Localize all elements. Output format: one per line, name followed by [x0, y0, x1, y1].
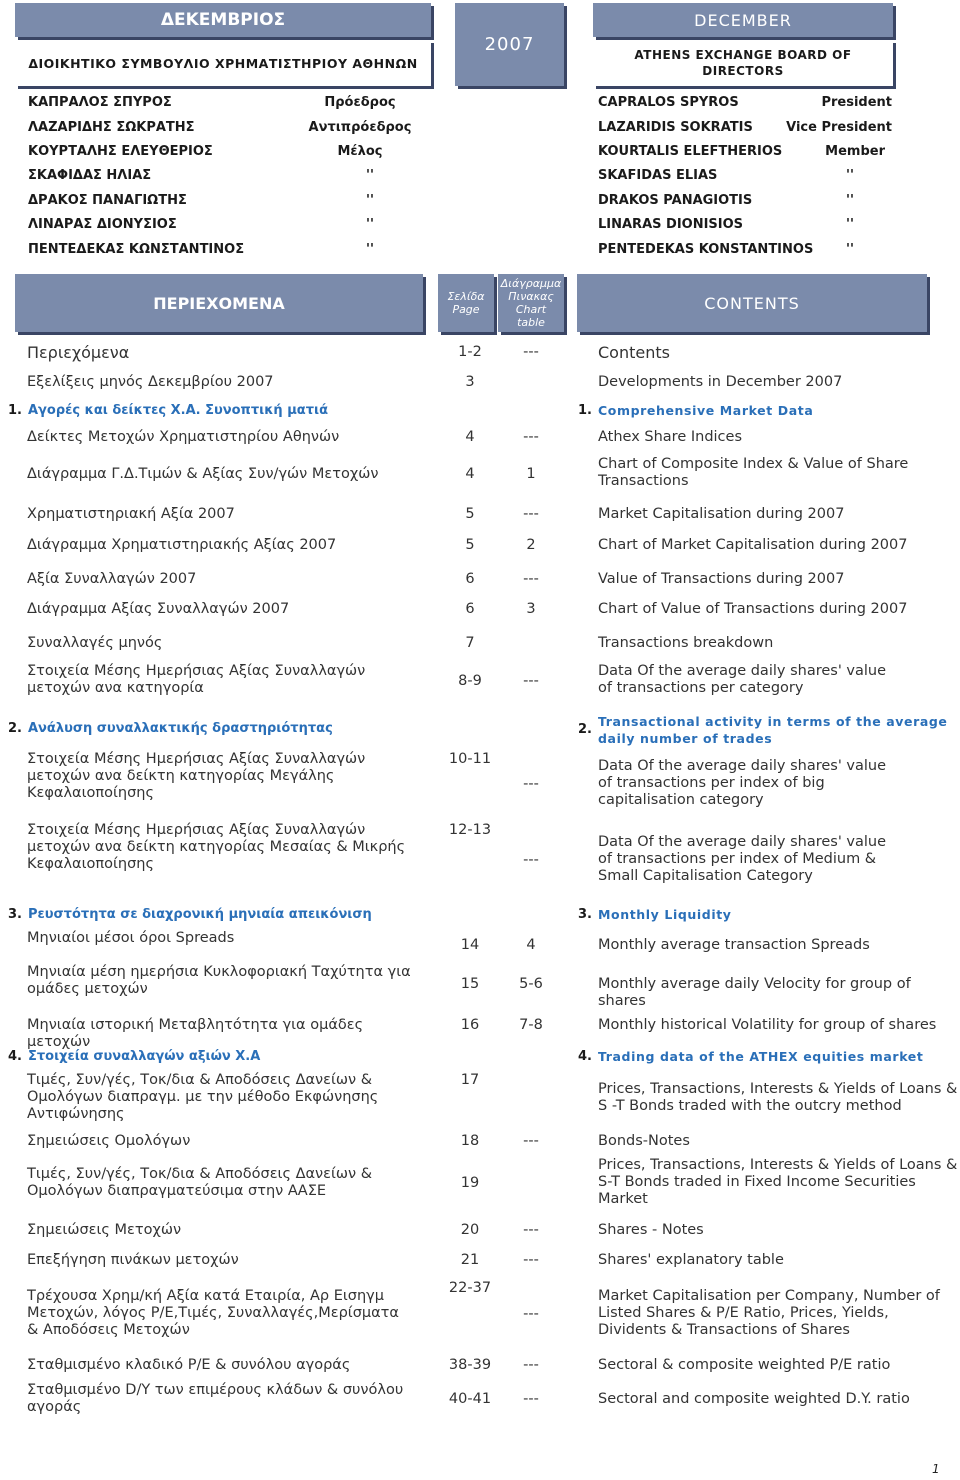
entry-page: 1-2 [458, 344, 482, 360]
section-number-en: 2. [578, 722, 592, 737]
entry-chart: --- [523, 1133, 539, 1149]
board-name-en: LINARAS DIONISIOS [598, 217, 744, 232]
entry-chart: 5-6 [519, 976, 543, 992]
board-name-en: CAPRALOS SPYROS [598, 95, 739, 110]
section-title-gr: Ρευστότητα σε διαχρονική μηνιαία απεικόνιση [28, 907, 372, 922]
entry-chart: --- [523, 344, 539, 360]
year: 2007 [484, 34, 535, 55]
entry-title-en: Data Of the average daily shares' value of transactions per index of big capitalisation category [598, 758, 887, 808]
entry-title-gr: Στοιχεία Μέσης Ημερήσιας Αξίας Συναλλαγών μετοχών ανα δείκτη κατηγορίας Μεγάλης Κεφαλαιοποίησης [27, 751, 366, 801]
entry-title-en: Sectoral and composite weighted D.Y. ratio [598, 1391, 910, 1407]
entry-title-en: Bonds-Notes [598, 1133, 690, 1149]
entry-page: 20 [460, 1222, 480, 1238]
page-label-en: Page [452, 303, 480, 316]
board-role-gr: Μέλος [337, 144, 383, 159]
contents-en-box [577, 274, 927, 332]
section-number-en: 3. [578, 907, 592, 922]
board-role-gr: Αντιπρόεδρος [308, 120, 412, 135]
entry-page: 38-39 [448, 1357, 492, 1373]
entry-chart: --- [523, 1222, 539, 1238]
entry-title-gr: Διάγραμμα Αξίας Συναλλαγών 2007 [27, 601, 290, 617]
entry-page: 4 [465, 429, 475, 445]
section-title-gr: Αγορές και δείκτες Χ.Α. Συνοπτική ματιά [28, 403, 328, 418]
entry-title-en: Monthly average daily Velocity for group of shares [598, 976, 911, 1009]
entry-title-en: Market Capitalisation during 2007 [598, 506, 845, 522]
board-name-en: SKAFIDAS ELIAS [598, 168, 718, 183]
entry-chart: --- [523, 852, 539, 868]
entry-title-gr: Τιμές, Συν/γές, Τοκ/δια & Αποδόσεις Δανείων & Ομολόγων διαπραγμ. με την μέθοδο Εκφώνησης Αντιφώνησης [27, 1072, 379, 1122]
entry-chart: 1 [526, 466, 536, 482]
board-gr-box [15, 40, 431, 86]
entry-page: 4 [465, 466, 475, 482]
entry-chart: --- [523, 1306, 539, 1322]
entry-title-gr: Σημειώσεις Μετοχών [27, 1222, 182, 1238]
board-name-en: LAZARIDIS SOKRATIS [598, 120, 753, 135]
section-number-en: 1. [578, 403, 592, 418]
board-name-gr: ΛΑΖΑΡΙΔΗΣ ΣΩΚΡΑΤΗΣ [28, 120, 195, 135]
board-name-en: DRAKOS PANAGIOTIS [598, 193, 753, 208]
section-number: 2. [8, 721, 22, 736]
entry-title-en: Data Of the average daily shares' value of transactions per index of Medium & Small Capitalisation Category [598, 834, 887, 884]
entry-page: 14 [460, 937, 480, 953]
chart-label-gr1: Διάγραμμα [500, 277, 562, 290]
entry-title-en: Contents [598, 343, 670, 362]
entry-title-en: Developments in December 2007 [598, 374, 843, 390]
chart-label-en1: Chart [515, 303, 547, 316]
entry-chart: --- [523, 776, 539, 792]
entry-page: 7 [465, 635, 475, 651]
chart-header-box [498, 274, 564, 332]
entry-title-en: Monthly average transaction Spreads [598, 937, 870, 953]
entry-title-en: Monthly historical Volatility for group of shares [598, 1017, 937, 1033]
entry-title-gr: Συναλλαγές μηνός [27, 635, 163, 651]
year-box [455, 3, 564, 86]
board-role-en: President [821, 95, 892, 110]
entry-title-gr: Διάγραμμα Γ.Δ.Τιμών & Αξίας Συν/γών Μετοχών [27, 466, 379, 482]
entry-chart: --- [523, 571, 539, 587]
board-name-gr: ΣΚΑΦΙΔΑΣ ΗΛΙΑΣ [28, 168, 152, 183]
entry-page: 6 [465, 571, 475, 587]
entry-title-gr: Μηνιαίοι μέσοι όροι Spreads [27, 930, 235, 946]
entry-title-gr: Επεξήγηση πινάκων μετοχών [27, 1252, 239, 1268]
entry-title-gr: Εξελίξεις μηνός Δεκεμβρίου 2007 [27, 374, 274, 390]
page-number: 1 [932, 1462, 940, 1476]
month-en-box [593, 3, 893, 37]
entry-title-en: Prices, Transactions, Interests & Yields of Loans & S -T Bonds traded with the outcry method [598, 1081, 958, 1114]
entry-page: 40-41 [448, 1391, 492, 1407]
entry-page: 15 [460, 976, 480, 992]
entry-title-gr: Χρηματιστηριακή Αξία 2007 [27, 506, 235, 522]
board-role-en: '' [846, 242, 854, 257]
entry-page: 5 [465, 506, 475, 522]
board-role-en: Member [825, 144, 885, 159]
entry-title-en: Market Capitalisation per Company, Number of Listed Shares & P/E Ratio, Prices, Yields, Dividents & Transactions of Shares [598, 1288, 940, 1338]
section-number: 1. [8, 403, 22, 418]
entry-page: 12-13 [448, 822, 492, 838]
entry-title-en: Shares - Notes [598, 1222, 704, 1238]
entry-chart: 7-8 [519, 1017, 543, 1033]
entry-chart: --- [523, 1391, 539, 1407]
board-role-en: '' [846, 217, 854, 232]
entry-title-gr: Μηνιαία μέση ημερήσια Κυκλοφοριακή Ταχύτητα για ομάδες μετοχών [27, 964, 411, 997]
entry-title-en: Prices, Transactions, Interests & Yields of Loans & S-T Bonds traded in Fixed Income Securities Market [598, 1157, 958, 1207]
section-title-gr: Στοιχεία συναλλαγών αξιών Χ.Α [28, 1049, 261, 1064]
board-title-en: ATHENS EXCHANGE BOARD OF DIRECTORS [634, 48, 852, 78]
entry-chart: --- [523, 1357, 539, 1373]
section-title-gr: Ανάλυση συναλλακτικής δραστηριότητας [28, 721, 333, 736]
chart-label-gr2: Πινακας [508, 290, 554, 303]
entry-title-gr: Μηνιαία ιστορική Μεταβλητότητα για ομάδες μετοχών [27, 1017, 364, 1050]
entry-title-gr: Στοιχεία Μέσης Ημερήσιας Αξίας Συναλλαγών μετοχών ανα δείκτη κατηγορίας Μεσαίας & Μικρής Κεφαλαιοποίησης [27, 822, 406, 872]
entry-title-en: Chart of Market Capitalisation during 2007 [598, 537, 908, 553]
entry-title-gr: Περιεχόμενα [27, 343, 130, 362]
board-role-en: Vice President [786, 120, 892, 135]
month-gr: ΔΕΚΕΜΒΡΙΟΣ [160, 10, 286, 30]
contents-gr: ΠΕΡΙΕΧΟΜΕΝΑ [153, 293, 285, 313]
entry-page: 10-11 [448, 751, 492, 767]
entry-chart: --- [523, 429, 539, 445]
entry-page: 17 [460, 1072, 480, 1088]
contents-en: CONTENTS [704, 293, 800, 313]
entry-title-en: Athex Share Indices [598, 429, 742, 445]
entry-title-gr: Δείκτες Μετοχών Χρηματιστηρίου Αθηνών [27, 429, 340, 445]
section-number: 4. [8, 1049, 22, 1064]
entry-title-en: Chart of Composite Index & Value of Share Transactions [598, 456, 909, 489]
entry-title-gr: Σημειώσεις Ομολόγων [27, 1133, 191, 1149]
board-role-gr: '' [366, 168, 374, 183]
section-title-en: Transactional activity in terms of the average daily number of trades [598, 714, 948, 746]
entry-page: 6 [465, 601, 475, 617]
page-header-box [438, 274, 494, 332]
month-gr-box [15, 3, 431, 37]
page-label-gr: Σελίδα [447, 290, 485, 303]
entry-title-gr: Στοιχεία Μέσης Ημερήσιας Αξίας Συναλλαγών μετοχών ανα κατηγορία [27, 663, 366, 696]
board-role-gr: '' [366, 242, 374, 257]
board-name-gr: ΚΑΠΡΑΛΟΣ ΣΠΥΡΟΣ [28, 95, 172, 110]
entry-title-gr: Διάγραμμα Χρηματιστηριακής Αξίας 2007 [27, 537, 337, 553]
entry-page: 19 [460, 1175, 480, 1191]
entry-title-en: Chart of Value of Transactions during 2007 [598, 601, 908, 617]
board-name-en: PENTEDEKAS KONSTANTINOS [598, 242, 814, 257]
entry-chart: --- [523, 673, 539, 689]
board-name-gr: ΚΟΥΡΤΑΛΗΣ ΕΛΕΥΘΕΡΙΟΣ [28, 144, 213, 159]
board-role-gr: '' [366, 193, 374, 208]
entry-title-en: Data Of the average daily shares' value of transactions per category [598, 663, 887, 696]
board-en-box [593, 40, 893, 86]
chart-label-en2: table [517, 316, 545, 329]
entry-page: 5 [465, 537, 475, 553]
board-name-gr: ΔΡΑΚΟΣ ΠΑΝΑΓΙΩΤΗΣ [28, 193, 187, 208]
entry-title-gr: Τιμές, Συν/γές, Τοκ/δια & Αποδόσεις Δανείων & Ομολόγων διαπραγματεύσιμα στην ΑΑΣΕ [27, 1166, 373, 1199]
entry-title-gr: Σταθμισμένο κλαδικό P/E & συνόλου αγοράς [27, 1357, 351, 1373]
month-en: DECEMBER [694, 10, 792, 30]
entry-title-en: Transactions breakdown [598, 635, 774, 651]
entry-title-en: Sectoral & composite weighted P/E ratio [598, 1357, 891, 1373]
entry-page: 16 [460, 1017, 480, 1033]
section-number: 3. [8, 907, 22, 922]
entry-page: 18 [460, 1133, 480, 1149]
entry-chart: --- [523, 506, 539, 522]
section-title-en: Comprehensive Market Data [598, 403, 814, 418]
entry-page: 8-9 [458, 673, 482, 689]
section-number-en: 4. [578, 1049, 592, 1064]
entry-chart: --- [523, 1252, 539, 1268]
board-role-en: '' [846, 168, 854, 183]
section-title-en: Monthly Liquidity [598, 907, 732, 922]
entry-title-gr: Σταθμισμένο D/Y των επιμέρους κλάδων & συνόλου αγοράς [27, 1382, 404, 1415]
board-name-gr: ΛΙΝΑΡΑΣ ΔΙΟΝΥΣΙΟΣ [28, 217, 177, 232]
entry-chart: 3 [526, 601, 536, 617]
entry-page: 22-37 [448, 1280, 492, 1296]
section-title-en: Trading data of the ATHEX equities market [598, 1049, 924, 1064]
entry-page: 3 [465, 374, 475, 390]
entry-title-gr: Τρέχουσα Χρημ/κή Αξία κατά Εταιρία, Αρ Εισηγμ Μετοχών, λόγος P/E,Τιμές, Συναλλαγές,Μερίσματα & Αποδόσεις Μετοχών [27, 1288, 399, 1338]
entry-title-gr: Αξία Συναλλαγών 2007 [27, 571, 197, 587]
board-role-en: '' [846, 193, 854, 208]
board-role-gr: '' [366, 217, 374, 232]
board-name-en: KOURTALIS ELEFTHERIOS [598, 144, 783, 159]
contents-gr-box [15, 274, 423, 332]
board-name-gr: ΠΕΝΤΕΔΕΚΑΣ ΚΩΝΣΤΑΝΤΙΝΟΣ [28, 242, 245, 257]
entry-chart: 4 [526, 937, 536, 953]
entry-chart: 2 [526, 537, 536, 553]
entry-title-en: Shares' explanatory table [598, 1252, 784, 1268]
entry-page: 21 [460, 1252, 480, 1268]
entry-title-en: Value of Transactions during 2007 [598, 571, 845, 587]
board-role-gr: Πρόεδρος [324, 95, 396, 110]
board-title-gr: ΔΙΟΙΚΗΤΙΚΟ ΣΥΜΒΟΥΛΙΟ ΧΡΗΜΑΤΙΣΤΗΡΙΟΥ ΑΘΗΝΩΝ [28, 55, 418, 71]
